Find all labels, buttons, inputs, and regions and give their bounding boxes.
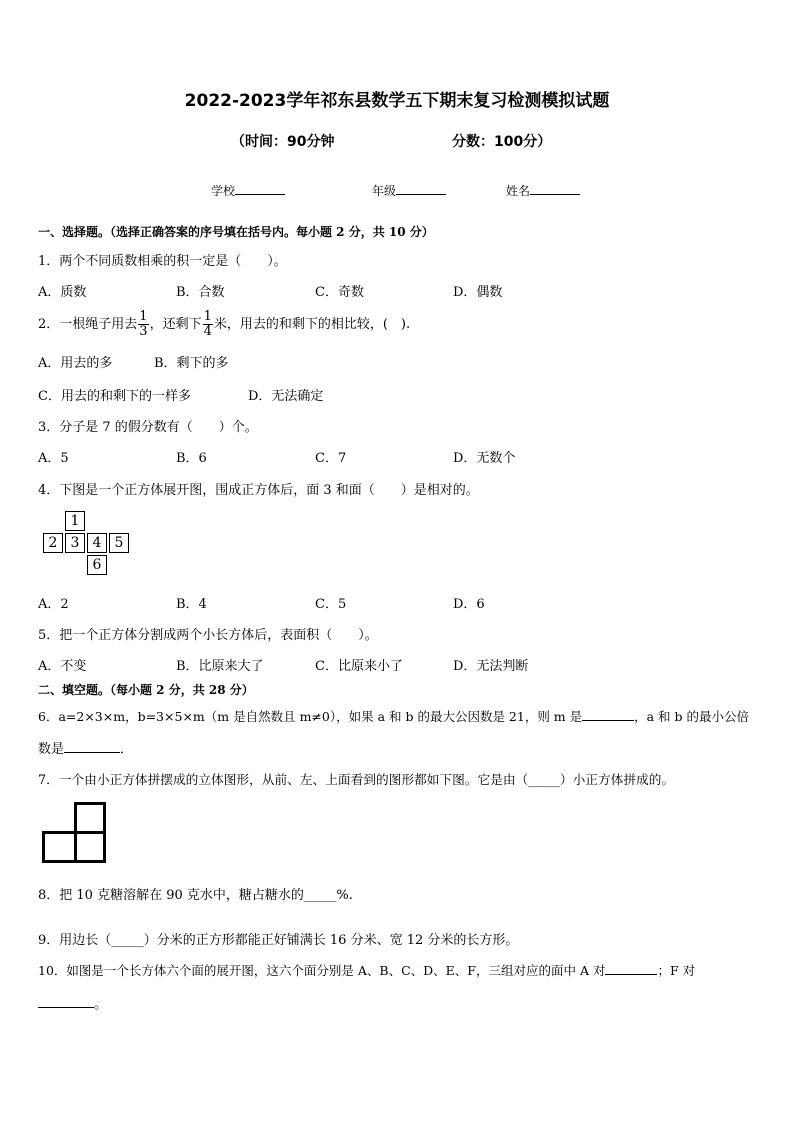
q2-option-c: C．用去的和剩下的一样多 xyxy=(38,389,191,404)
section-1-heading: 一、选择题。（选择正确答案的序号填在括号内。每小题 2 分，共 10 分） xyxy=(38,225,434,239)
q1-option-c: C．奇数 xyxy=(315,285,364,300)
net-face-5: 5 xyxy=(109,533,129,553)
net-face-1: 1 xyxy=(65,511,85,531)
page-title: 2022-2023学年祁东县数学五下期末复习检测模拟试题 xyxy=(184,91,610,111)
grade-label: 年级 xyxy=(372,184,397,198)
view-square-top xyxy=(74,802,106,834)
q2-stem-a: 2．一根绳子用去 xyxy=(38,317,138,332)
question-10-line-1 xyxy=(38,961,695,979)
q10-text-a: 10．如图是一个长方体六个面的展开图，这六个面分别是 A、B、C、D、E、F，三组对应的面中 A 对 xyxy=(38,963,606,978)
q10-blank-1 xyxy=(605,962,657,975)
question-1: 1．两个不同质数相乘的积一定是（ ）。 xyxy=(38,254,287,269)
q2-stem-c: 米，用去的和剩下的相比较，( ). xyxy=(213,317,411,332)
q10-text-c: 。 xyxy=(94,997,108,1012)
q1-option-d: D．偶数 xyxy=(453,285,503,300)
q6-text-b: ，a 和 b 的最小公倍 xyxy=(634,709,749,724)
question-10-line-2 xyxy=(38,993,107,1012)
q6-text-a: 6．a=2×3×m，b=3×5×m（m 是自然数且 m≠0），如果 a 和 b 的最大公因数是 21，则 m 是 xyxy=(38,709,583,724)
school-label: 学校 xyxy=(211,184,236,198)
view-square-bottom-right xyxy=(74,831,106,863)
question-7: 7．一个由小正方体拼摆成的立体图形，从前、左、上面看到的图形都如下图。它是由（_____）小正方体拼成的。 xyxy=(38,772,675,787)
net-face-6: 6 xyxy=(87,555,107,575)
q6-text-c: 数是 xyxy=(38,742,65,757)
q5-option-a: A．不变 xyxy=(38,659,87,674)
q3-option-a: A．5 xyxy=(38,451,69,466)
q4-option-c: C．5 xyxy=(315,597,347,612)
q5-option-c: C．比原来小了 xyxy=(315,659,403,674)
fraction-denominator: 4 xyxy=(203,324,212,339)
question-5: 5．把一个正方体分割成两个小长方体后，表面积（ ）。 xyxy=(38,628,378,643)
question-9: 9．用边长（_____）分米的正方形都能正好铺满长 16 分米、宽 12 分米的长方形。 xyxy=(38,933,519,948)
fraction-one-third xyxy=(138,310,148,339)
question-4: 4．下图是一个正方体展开图，围成正方体后，面 3 和面（ ）是相对的。 xyxy=(38,483,479,498)
school-field xyxy=(211,182,285,199)
q3-option-d: D．无数个 xyxy=(453,451,516,466)
q4-option-b: B．4 xyxy=(176,597,207,612)
name-blank xyxy=(530,182,580,195)
q4-option-a: A．2 xyxy=(38,597,69,612)
net-face-4: 4 xyxy=(87,533,107,553)
cube-net-figure xyxy=(43,511,133,577)
q6-blank-2 xyxy=(64,740,120,753)
q4-option-d: D．6 xyxy=(453,597,485,612)
q1-option-a: A．质数 xyxy=(38,285,87,300)
q2-option-b: B．剩下的多 xyxy=(154,356,229,371)
name-field xyxy=(506,182,580,199)
grade-blank xyxy=(396,182,446,195)
question-6-line-1 xyxy=(38,707,749,725)
fraction-one-fourth xyxy=(203,310,213,339)
q10-blank-2 xyxy=(38,995,94,1008)
q3-option-b: B．6 xyxy=(176,451,207,466)
fraction-numerator: 1 xyxy=(139,309,148,324)
net-face-3: 3 xyxy=(65,533,85,553)
time-label: （时间：90分钟 xyxy=(231,134,335,150)
section-2-heading: 二、填空题。（每小题 2 分，共 28 分） xyxy=(38,683,254,697)
score-label: 分数：100分） xyxy=(452,134,552,150)
grade-field xyxy=(372,182,446,199)
question-6-line-2 xyxy=(38,738,133,757)
q2-option-d: D．无法确定 xyxy=(248,389,324,404)
q10-text-b: ；F 对 xyxy=(657,963,696,978)
question-2 xyxy=(38,310,410,339)
name-label: 姓名 xyxy=(506,184,531,198)
q5-option-d: D．无法判断 xyxy=(453,659,529,674)
fraction-denominator: 3 xyxy=(139,324,148,339)
view-square-bottom-left xyxy=(42,831,77,863)
question-8: 8．把 10 克糖溶解在 90 克水中，糖占糖水的_____%. xyxy=(38,888,353,903)
cube-views-figure xyxy=(42,802,106,866)
q6-blank-1 xyxy=(582,708,634,721)
q2-option-a: A．用去的多 xyxy=(38,356,113,371)
q3-option-c: C．7 xyxy=(315,451,347,466)
question-3: 3．分子是 7 的假分数有（ ）个。 xyxy=(38,420,258,435)
school-blank xyxy=(235,182,285,195)
q6-text-d: ． xyxy=(120,742,134,757)
fraction-numerator: 1 xyxy=(203,309,212,324)
q2-stem-b: ，还剩下 xyxy=(149,317,202,332)
q1-option-b: B．合数 xyxy=(176,285,225,300)
net-face-2: 2 xyxy=(43,533,63,553)
q5-option-b: B．比原来大了 xyxy=(176,659,264,674)
